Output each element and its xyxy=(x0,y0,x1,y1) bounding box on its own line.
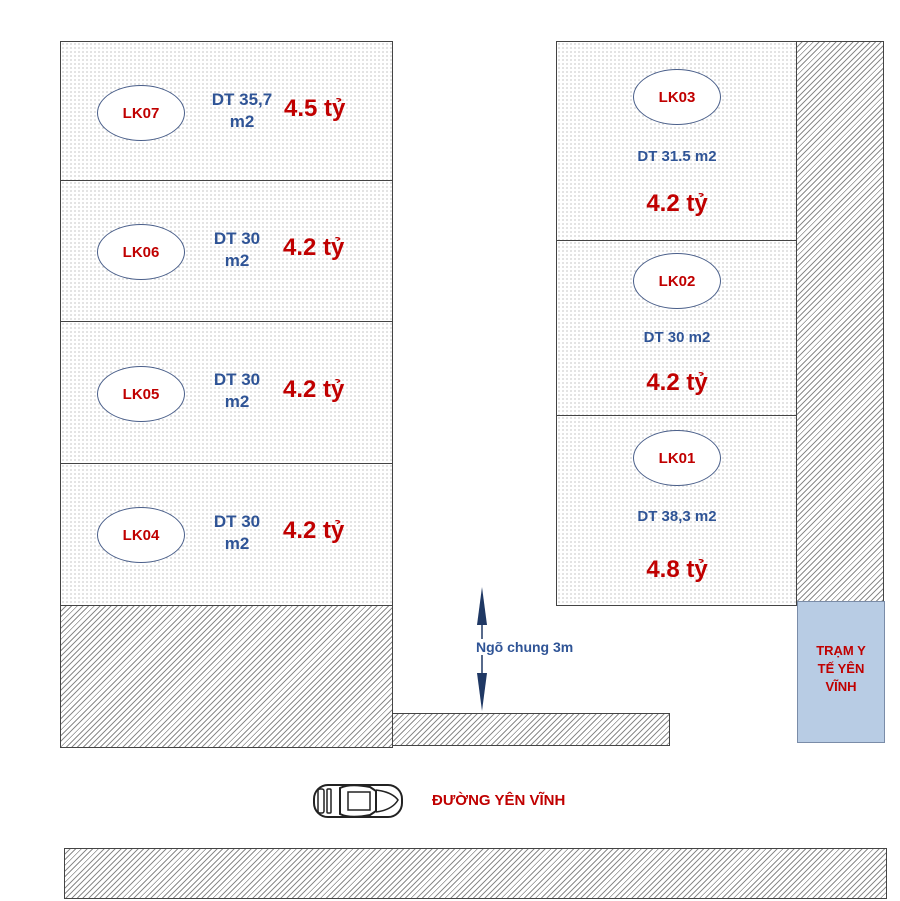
lot-lk04 xyxy=(60,463,393,606)
alley-label: Ngõ chung 3m xyxy=(476,639,574,655)
lot-area: DT 30 m2 xyxy=(213,229,261,270)
lot-lk07 xyxy=(60,41,393,181)
road-strip xyxy=(64,848,887,899)
lot-area: DT 30 m2 xyxy=(213,370,261,411)
alley-strip xyxy=(392,713,670,746)
lot-id-badge: LK07 xyxy=(97,85,185,141)
lot-id-badge: LK04 xyxy=(97,507,185,563)
hatched-strip-right xyxy=(796,41,884,602)
lot-id-badge: LK01 xyxy=(633,430,721,486)
lot-lk05 xyxy=(60,321,393,464)
lot-price: 4.2 tỷ xyxy=(283,517,345,544)
road-label: ĐƯỜNG YÊN VĨNH xyxy=(432,792,566,809)
lot-price: 4.2 tỷ xyxy=(646,369,708,396)
lot-price: 4.2 tỷ xyxy=(283,234,345,261)
lot-price: 4.2 tỷ xyxy=(646,190,708,217)
lot-area: DT 38,3 m2 xyxy=(637,508,717,525)
lot-lk01 xyxy=(556,415,797,606)
lot-price: 4.8 tỷ xyxy=(646,556,708,583)
lot-id-badge: LK05 xyxy=(97,366,185,422)
lot-area: DT 35,7 m2 xyxy=(211,90,273,131)
clinic-box: TRẠM Y TẾ YÊN VĨNH xyxy=(797,601,885,743)
lot-id-badge: LK02 xyxy=(633,253,721,309)
lot-id-badge: LK06 xyxy=(97,224,185,280)
lot-price: 4.2 tỷ xyxy=(283,376,345,403)
lot-price: 4.5 tỷ xyxy=(284,95,346,122)
lot-area: DT 31.5 m2 xyxy=(637,148,717,165)
lot-lk06 xyxy=(60,180,393,322)
lot-lk03 xyxy=(556,41,797,241)
car-icon xyxy=(312,782,404,820)
lot-lk02 xyxy=(556,240,797,416)
lot-area: DT 30 m2 xyxy=(213,512,261,553)
lot-id-badge: LK03 xyxy=(633,69,721,125)
lot-area: DT 30 m2 xyxy=(643,329,711,346)
hatched-block-left xyxy=(60,605,393,748)
